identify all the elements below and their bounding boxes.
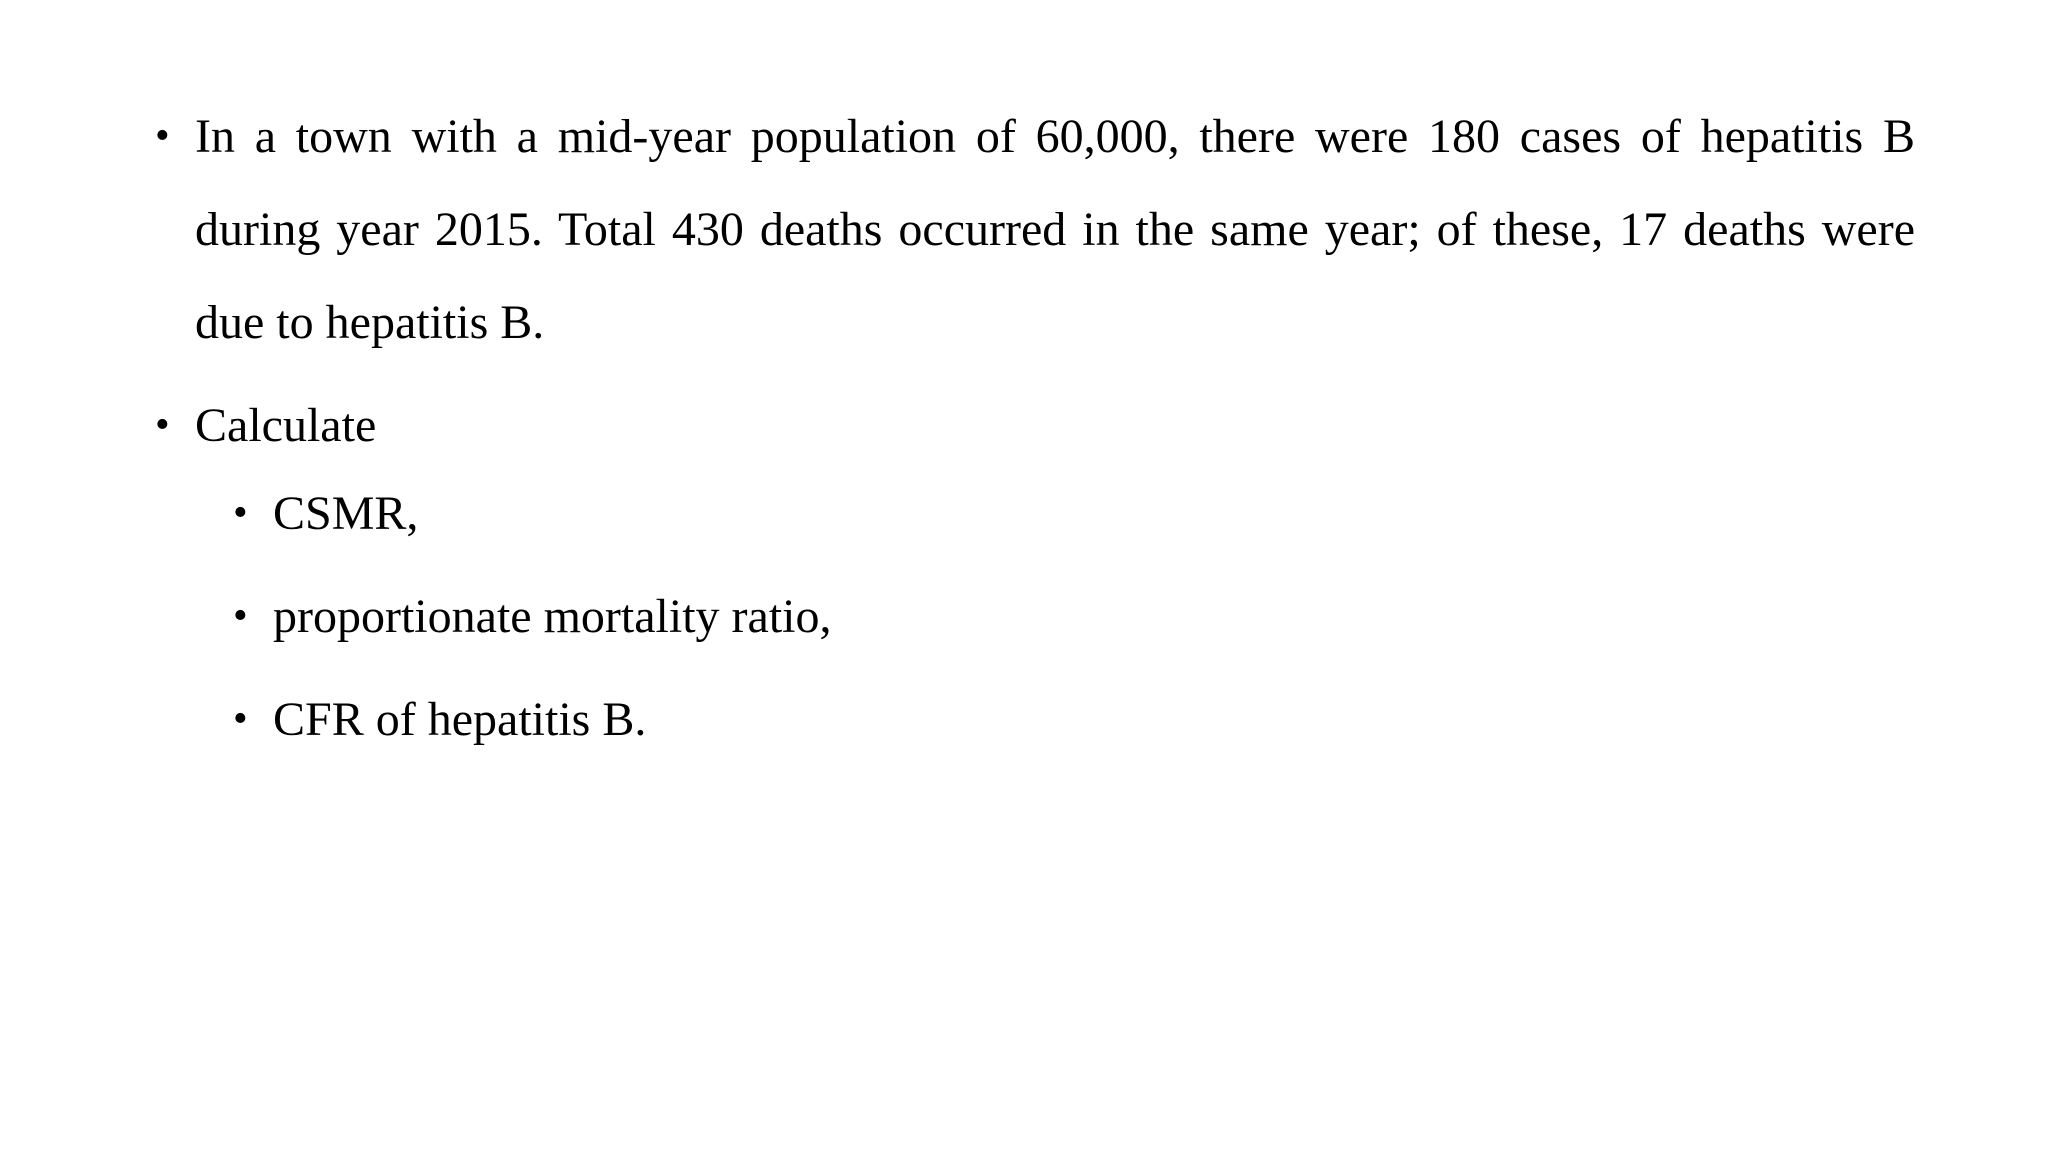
task-item-csmr — [233, 462, 1915, 565]
task-text: CSMR, — [273, 487, 419, 540]
task-item-cfr — [233, 668, 1915, 771]
bullet-icon: • — [233, 593, 248, 639]
problem-bullet — [155, 90, 1915, 369]
bullet-icon: • — [155, 113, 170, 159]
task-text: CFR of hepatitis B. — [273, 693, 647, 746]
instruction-text: Calculate — [195, 399, 377, 452]
instruction-bullet — [155, 389, 1915, 462]
problem-text: In a town with a mid-year population of 60,000, there were 180 cases of hepatitis B during year 2015. Total 430 deaths occurred in the same year; of these, 17 deaths were due to hepatitis B. — [195, 110, 1915, 349]
slide-content — [155, 90, 1915, 771]
task-text: proportionate mortality ratio, — [273, 590, 832, 643]
bullet-icon: • — [233, 696, 248, 742]
bullet-icon: • — [155, 402, 170, 448]
bullet-icon: • — [233, 490, 248, 536]
task-item-pmr — [233, 565, 1915, 668]
task-list — [233, 462, 1915, 771]
